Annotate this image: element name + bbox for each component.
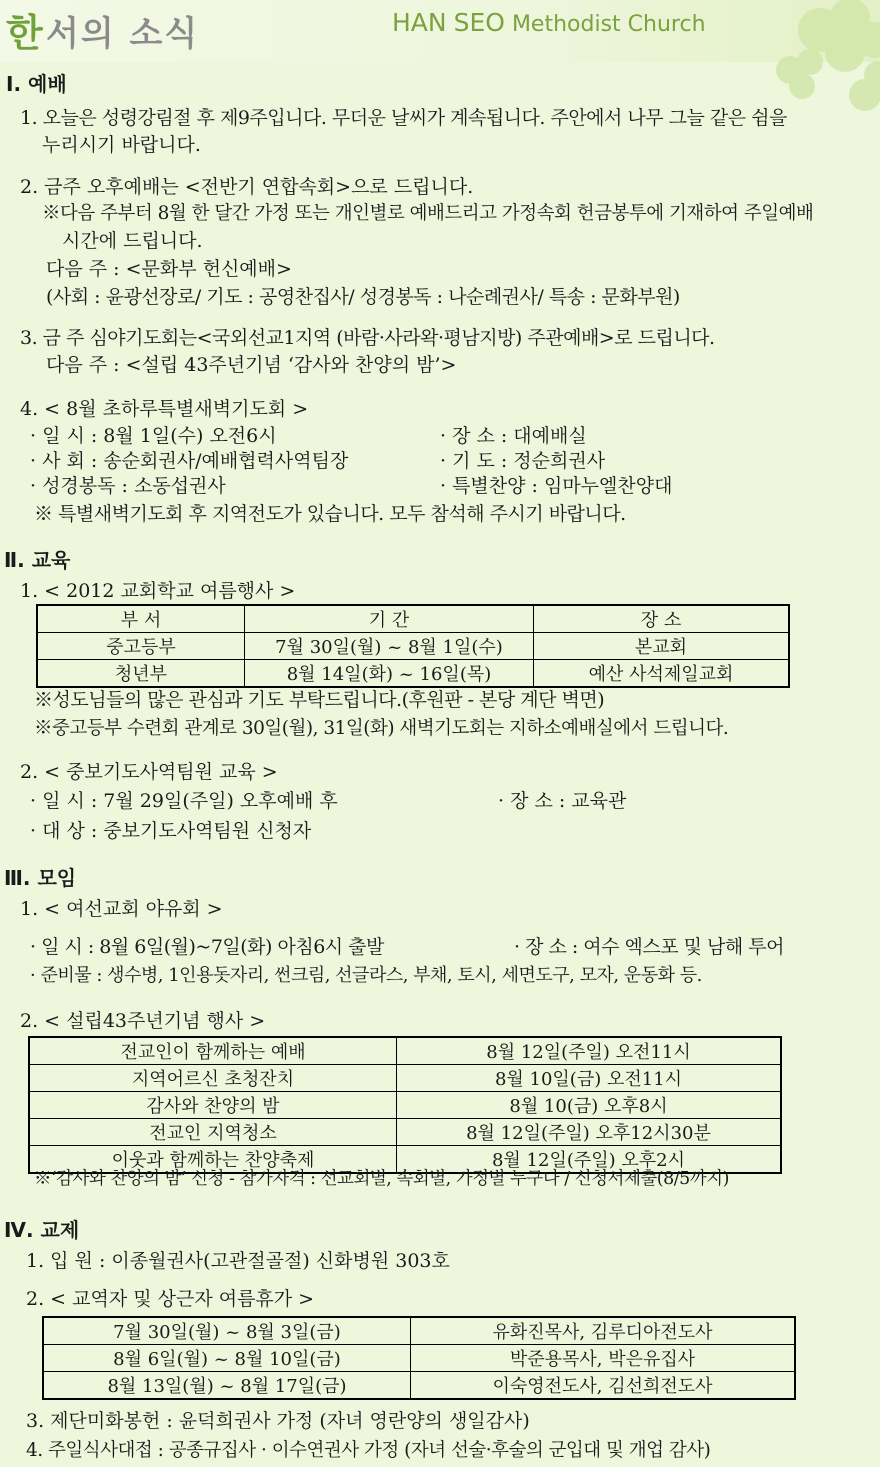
- table-row: [43, 1345, 795, 1372]
- table-cell: 8월 10(금) 오후8시: [397, 1092, 782, 1119]
- table-cell: 감사와 찬양의 밤: [29, 1092, 397, 1119]
- vacation-table: [42, 1316, 796, 1400]
- worship-item-3-line-1: 3. 금 주 심야기도회는<국외선교1지역 (바람·사라왁·평남지방) 주관예배>로 드립니다.: [20, 327, 715, 349]
- dawn-prayer-host: · 사 회 : 송순회권사/예배협력사역팀장: [30, 450, 349, 472]
- worship-item-2-roles: (사회 : 윤광선장로/ 기도 : 공영찬집사/ 성경봉독 : 나순례권사/ 특송 : 문화부원): [46, 286, 680, 308]
- worship-item-2-note: ※다음 주부터 8월 한 달간 가정 또는 개인별로 예배드리고 가정속회 헌금봉투에 기재하여 주일예배: [42, 203, 814, 224]
- table-cell: 8월 10일(금) 오전11시: [397, 1065, 782, 1092]
- table-row: [29, 1119, 781, 1146]
- table-row: [43, 1372, 795, 1400]
- newsletter-title-han: 한: [6, 11, 43, 55]
- meeting-item-2-title: 2. < 설립43주년기념 행사 >: [20, 1010, 266, 1032]
- fellowship-item-2-title: 2. < 교역자 및 상근자 여름휴가 >: [26, 1288, 315, 1310]
- table-row: [29, 1065, 781, 1092]
- table-cell: 청년부: [37, 660, 245, 688]
- intercessor-training-target: · 대 상 : 중보기도사역팀원 신청자: [30, 820, 312, 842]
- section-education-title: Ⅱ. 교육: [4, 548, 71, 572]
- table-cell: 8월 12일(주일) 오후12시30분: [397, 1119, 782, 1146]
- newsletter-title: 서의 소식: [46, 14, 200, 54]
- picnic-time: · 일 시 : 8월 6일(월)~7일(화) 아침6시 출발: [30, 936, 384, 958]
- table-row: [29, 1037, 781, 1065]
- table-header-row: [37, 605, 789, 633]
- anniversary-events-table: [28, 1036, 782, 1174]
- table-cell: 8월 12일(주일) 오전11시: [397, 1037, 782, 1065]
- worship-item-1-line-2: 누리시기 바랍니다.: [42, 134, 201, 156]
- table-cell: 전교인 지역청소: [29, 1119, 397, 1146]
- meeting-item-1-title: 1. < 여선교회 야유회 >: [20, 898, 223, 920]
- church-seo: SEO: [453, 8, 505, 37]
- education-item-2-title: 2. < 중보기도사역팀원 교육 >: [20, 761, 278, 783]
- education-note-2: ※중고등부 수련회 관계로 30일(월), 31일(화) 새벽기도회는 지하소예배실에서 드립니다.: [34, 718, 729, 739]
- table-row: [37, 633, 789, 660]
- intercessor-training-place: · 장 소 : 교육관: [498, 790, 627, 812]
- table-cell: 이웃과 함께하는 찬양축제: [29, 1146, 397, 1174]
- worship-item-1-line-1: 1. 오늘은 성령강림절 후 제9주입니다. 무더운 날씨가 계속됩니다. 주안에서 나무 그늘 같은 쉼을: [20, 107, 787, 129]
- table-cell: 8월 14일(화) ~ 16일(목): [245, 660, 534, 688]
- dawn-prayer-note: ※ 특별새벽기도회 후 지역전도가 있습니다. 모두 참석해 주시기 바랍니다.: [34, 503, 626, 525]
- picnic-place: · 장 소 : 여수 엑스포 및 남해 투어: [514, 936, 785, 958]
- table-cell: 지역어르신 초청잔치: [29, 1065, 397, 1092]
- table-header-cell: 기 간: [245, 605, 534, 633]
- table-header-cell: 장 소: [534, 605, 790, 633]
- section-meeting-title: Ⅲ. 모임: [4, 866, 77, 890]
- anniversary-note: ※‘감사와 찬양의 밤’ 신청 - 참가자격 : 선교회별, 속회별, 가정별 누구나 / 신청서제출(8/5까지): [34, 1169, 729, 1189]
- table-row: [29, 1092, 781, 1119]
- table-cell: 본교회: [534, 633, 790, 660]
- table-cell: 7월 30일(월) ~ 8월 3일(금): [43, 1317, 411, 1345]
- table-cell: 8월 12일(주일) 오후2시: [397, 1146, 782, 1174]
- dawn-prayer-prayer: · 기 도 : 정순희권사: [440, 450, 606, 472]
- dawn-prayer-choir: · 특별찬양 : 임마누엘찬양대: [440, 475, 673, 497]
- table-row: [37, 660, 789, 688]
- table-cell: 전교인이 함께하는 예배: [29, 1037, 397, 1065]
- table-row: [43, 1317, 795, 1345]
- education-note-1: ※성도님들의 많은 관심과 기도 부탁드립니다.(후원판 - 본당 계단 벽면): [34, 689, 605, 711]
- dawn-prayer-place: · 장 소 : 대예배실: [440, 425, 587, 447]
- worship-item-3-next: 다음 주 : <설립 43주년기념 ‘감사와 찬양의 밤’>: [46, 354, 457, 376]
- church-name: [392, 8, 706, 37]
- table-cell: 유화진목사, 김루디아전도사: [411, 1317, 796, 1345]
- table-cell: 예산 사석제일교회: [534, 660, 790, 688]
- table-header-cell: 부 서: [37, 605, 245, 633]
- intercessor-training-time: · 일 시 : 7월 29일(주일) 오후예배 후: [30, 790, 338, 812]
- dawn-prayer-reading: · 성경봉독 : 소동섭권사: [30, 475, 226, 497]
- worship-item-2-next: 다음 주 : <문화부 헌신예배>: [46, 258, 292, 280]
- table-cell: 박준용목사, 박은유집사: [411, 1345, 796, 1372]
- church-rest: Methodist Church: [511, 12, 706, 37]
- education-item-1-title: 1. < 2012 교회학교 여름행사 >: [20, 580, 296, 602]
- table-cell: 이숙영전도사, 김선희전도사: [411, 1372, 796, 1400]
- header-banner: [0, 0, 880, 62]
- worship-item-2-line-1: 2. 금주 오후예배는 <전반기 연합속회>으로 드립니다.: [20, 176, 474, 198]
- church-han: HAN: [392, 8, 447, 37]
- table-cell: 8월 6일(월) ~ 8월 10일(금): [43, 1345, 411, 1372]
- section-fellowship-title: Ⅳ. 교제: [4, 1218, 80, 1242]
- section-worship-title: Ⅰ. 예배: [6, 72, 67, 96]
- table-cell: 중고등부: [37, 633, 245, 660]
- worship-item-4-title: 4. < 8월 초하루특별새벽기도회 >: [20, 398, 309, 420]
- summer-events-table: [36, 604, 790, 688]
- table-cell: 7월 30일(월) ~ 8월 1일(수): [245, 633, 534, 660]
- fellowship-item-1: 1. 입 원 : 이종월권사(고관절골절) 신화병원 303호: [26, 1250, 450, 1272]
- fellowship-item-4: 4. 주일식사대접 : 공종규집사 · 이수연권사 가정 (자녀 선술·후술의 군입대 및 개업 감사): [26, 1440, 711, 1461]
- picnic-supplies: · 준비물 : 생수병, 1인용돗자리, 썬크림, 선글라스, 부채, 토시, 세면도구, 모자, 운동화 등.: [30, 965, 702, 986]
- dawn-prayer-time: · 일 시 : 8월 1일(수) 오전6시: [30, 425, 277, 447]
- worship-item-2-note-cont: 시간에 드립니다.: [62, 230, 203, 252]
- table-cell: 8월 13일(월) ~ 8월 17일(금): [43, 1372, 411, 1400]
- fellowship-item-3: 3. 제단미화봉헌 : 윤덕희권사 가정 (자녀 영란양의 생일감사): [26, 1410, 530, 1432]
